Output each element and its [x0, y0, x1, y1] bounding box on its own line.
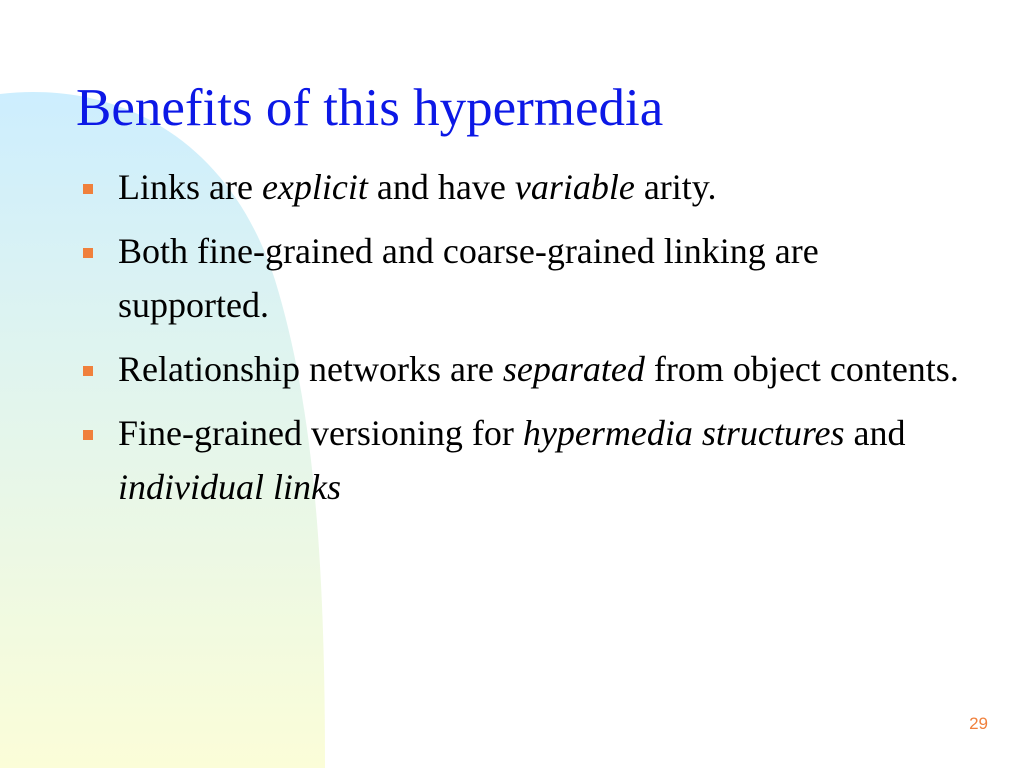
bullet-square-icon: [83, 430, 93, 440]
bullet-text: Links are explicit and have variable arity.: [118, 167, 717, 207]
bullet-text: Relationship networks are separated from object contents.: [118, 349, 959, 389]
bullet-square-icon: [83, 184, 93, 194]
bullet-square-icon: [83, 248, 93, 258]
bullet-item: [80, 224, 960, 332]
bullet-square-icon: [83, 366, 93, 376]
slide-title: Benefits of this hypermedia: [76, 79, 664, 137]
bullet-item: [80, 342, 960, 396]
bullet-list: [80, 160, 960, 524]
bullet-text: Both fine-grained and coarse-grained linking are supported.: [118, 231, 819, 325]
bullet-item: [80, 406, 960, 514]
bullet-text: Fine-grained versioning for hypermedia structures and individual links: [118, 413, 906, 507]
page-number: 29: [969, 714, 988, 733]
bullet-item: [80, 160, 960, 214]
